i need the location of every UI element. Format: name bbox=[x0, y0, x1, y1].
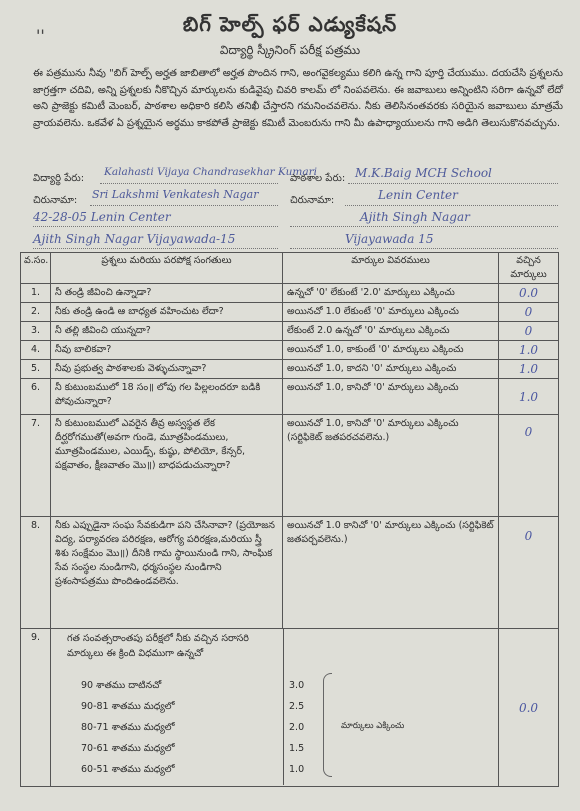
row-serial: 4. bbox=[21, 341, 51, 360]
row-question: నీ కుటుంబములో 18 సం॥ లోపు గల పిల్లలందరూ బడికి పోవుచున్నారా? bbox=[51, 379, 283, 415]
table-header-row bbox=[21, 253, 559, 284]
row-details: అయినచో 1.0, కాకుంటే '0' మార్కులు ఎక్కించు bbox=[283, 341, 499, 360]
address-line-2 bbox=[33, 226, 278, 227]
row-mark-input[interactable]: 0 bbox=[499, 415, 559, 517]
table-row bbox=[21, 341, 559, 360]
grade-band: 90-81 శాతము మధ్యలో bbox=[81, 701, 175, 712]
header-serial: వ.సం. bbox=[21, 253, 51, 284]
student-name-value[interactable]: Kalahasti Vijaya Chandrasekhar Kumari bbox=[104, 166, 317, 178]
row-question: నీవు బాలికవా? bbox=[51, 341, 283, 360]
school-address-label: చిరునామా: bbox=[290, 195, 335, 206]
school-name-label: పాఠశాల పేరు: bbox=[290, 173, 346, 184]
row-question: నీకు ఎప్పుడైనా సంఘ సేవకుడిగా పని చేసినావా? (ప్రయోజన విద్య, పర్యావరణ పరిరక్షణ, ఆరోగ్య పరిరక్షణ,మరియు స్త్రీ శిశు సంక్షేమం మొ॥) దీనికి గామ స్థాయినుండి గాని, సాంఘిక సేవ సంస్థల నుండిగాని, ధర్మసంస్థల నుండిగాని ప్రశంసాపత్రము పొందిఉండవలెను. bbox=[51, 517, 283, 629]
grade-band: 60-51 శాతము మధ్యలో bbox=[81, 764, 175, 775]
grade-points: 1.5 bbox=[289, 743, 305, 754]
row-serial: 9. bbox=[21, 629, 51, 787]
row-question: నీ కుటుంబములో ఎవరైన తీవ్ర అస్వస్థత లేక దీర్ఘరోగముతో(అవగా గుండె, మూత్రపిండములు, మూత్రపిండముల, ఎయిడ్స్, కుష్ఠు, పోలియో, కేన్సర్, పక్షవాతం, క్షీణవాతం మొ॥) బాధపడుచున్నారా? bbox=[51, 415, 283, 517]
grades-mark-input[interactable]: 0.0 bbox=[499, 629, 559, 787]
school-address-line bbox=[345, 205, 558, 206]
school-address-line-3-value[interactable]: Vijayawada 15 bbox=[345, 232, 434, 246]
school-address-value[interactable]: Lenin Center bbox=[378, 188, 458, 202]
row-serial: 7. bbox=[21, 415, 51, 517]
address-value[interactable]: Sri Lakshmi Venkatesh Nagar bbox=[92, 188, 259, 201]
row-details: అయినచో 1.0, కాదని '0' మార్కులు ఎక్కించు bbox=[283, 360, 499, 379]
row-details: అయినచో 1.0, కానిచో '0' మార్కులు ఎక్కించు (సర్టిఫికెట్ జతపరచవలెను.) bbox=[283, 415, 499, 517]
row-mark-input[interactable]: 0 bbox=[499, 517, 559, 629]
row-mark-input[interactable]: 0.0 bbox=[499, 284, 559, 303]
table-row bbox=[21, 360, 559, 379]
table-row bbox=[21, 284, 559, 303]
row-serial: 2. bbox=[21, 303, 51, 322]
form-subtitle: విద్యార్థి స్క్రీనింగ్ పరీక్ష పత్రము bbox=[219, 43, 361, 57]
school-address-line-2 bbox=[290, 226, 558, 227]
row-details: అయినచో 1.0, కానిచో '0' మార్కులు ఎక్కించు bbox=[283, 379, 499, 415]
grade-points: 1.0 bbox=[289, 764, 305, 775]
row-serial: 1. bbox=[21, 284, 51, 303]
grade-points: 2.5 bbox=[289, 701, 305, 712]
form-title: బిగ్ హెల్ప్ ఫర్ ఎడ్యుకేషన్ bbox=[182, 12, 398, 36]
table-row bbox=[21, 415, 559, 517]
row-details: లేకుంటే 2.0 ఉన్నచో '0' మార్కులు ఎక్కించు bbox=[283, 322, 499, 341]
row-mark-input[interactable]: 1.0 bbox=[499, 379, 559, 415]
address-label: చిరునామా: bbox=[33, 195, 78, 206]
grades-details: మార్కులు ఎక్కించు bbox=[341, 721, 405, 731]
row-details: అయినచో 1.0 లేకుంటే '0' మార్కులు ఎక్కించు bbox=[283, 303, 499, 322]
school-name-line bbox=[348, 183, 558, 184]
header-marks: వచ్చిన మార్కులు bbox=[499, 253, 559, 284]
grades-intro: గత సంవత్సరాంతపు పరీక్షలో నీకు వచ్చిన సరాసరి మార్కులు ఈ క్రింది విధముగా ఉన్నచో bbox=[67, 633, 249, 659]
instructions-paragraph: ఈ పత్రమును నీవు "బిగ్ హెల్ప్ అర్హత జాబితాలో అర్హత పొందిన గాని, అంగవైకల్యము కలిగి ఉన్న గాని పూర్తి చేయుము. దయచేసి ప్రశ్నలను జాగ్రత్తగా చదివి, అన్ని ప్రశ్నలకు నీకొచ్చిన మార్కులను కుడివైపు చివరి కాలమ్ లో నింపవలెను. ఈ జవాబులు అన్నింటిని సరిగా ఉన్నవో లేదో అని ప్రాజెక్టు కమిటీ మెంబర్, పాఠశాల అధికారి కలిసి తనిఖీ చేస్తారని గమనించవలెను. నీకు తెలిసినంతవరకు సరియైన జవాబులు మాత్రమే వ్రాయవలెను. ఒకవేళ ఏ ప్రశ్నయైన అర్థము కాకపోతే ప్రాజెక్టు కమిటీ మెంబరును గాని మీ ఉపాధ్యాయులను గాని అడిగి తెలుసుకొనవచ్చును. bbox=[33, 68, 563, 129]
table-row bbox=[21, 517, 559, 629]
table-row bbox=[21, 379, 559, 415]
grades-cell bbox=[51, 629, 499, 787]
row-question: నీవు ప్రభుత్వ పాఠశాలకు వెళ్ళుచున్నావా? bbox=[51, 360, 283, 379]
row-serial: 6. bbox=[21, 379, 51, 415]
grade-points: 2.0 bbox=[289, 722, 305, 733]
header-details: మార్కుల వివరములు bbox=[283, 253, 499, 284]
row-mark-input[interactable]: 1.0 bbox=[499, 341, 559, 360]
student-name-line bbox=[100, 183, 278, 184]
row-details: అయినచో 1.0 కానిచో '0' మార్కులు ఎక్కించు (సర్టిఫికెట్ జతపర్చవలెను.) bbox=[283, 517, 499, 629]
screening-table bbox=[20, 252, 559, 787]
row-mark-input[interactable]: 0 bbox=[499, 322, 559, 341]
grade-band: 80-71 శాతము మధ్యలో bbox=[81, 722, 175, 733]
row-question: నీ తల్లి జీవించి యున్నదా? bbox=[51, 322, 283, 341]
row-mark-input[interactable]: 0 bbox=[499, 303, 559, 322]
grade-points: 3.0 bbox=[289, 680, 305, 691]
row-question: నీ తండ్రి జీవించి ఉన్నాడా? bbox=[51, 284, 283, 303]
address-line bbox=[90, 205, 278, 206]
address-line-3 bbox=[33, 248, 278, 249]
row-details: ఉన్నచో '0' లేకుంటే '2.0' మార్కులు ఎక్కించు bbox=[283, 284, 499, 303]
paper-clip-mark: ꞌꞌ bbox=[36, 26, 45, 45]
student-name-label: విద్యార్థి పేరు: bbox=[33, 173, 85, 184]
table-row-grades bbox=[21, 629, 559, 787]
row-serial: 5. bbox=[21, 360, 51, 379]
address-line-3-value[interactable]: Ajith Singh Nagar Vijayawada-15 bbox=[33, 232, 236, 246]
grades-brace bbox=[323, 673, 332, 777]
grade-band: 70-61 శాతము మధ్యలో bbox=[81, 743, 175, 754]
row-question: నీకు తండ్రి ఉండి ఆ బాధ్యత వహించుట లేదా? bbox=[51, 303, 283, 322]
row-serial: 3. bbox=[21, 322, 51, 341]
address-line-2-value[interactable]: 42-28-05 Lenin Center bbox=[33, 210, 171, 224]
column-divider bbox=[283, 629, 284, 785]
school-address-line-3 bbox=[290, 248, 558, 249]
table-row bbox=[21, 303, 559, 322]
grade-band: 90 శాతము దాటినచో bbox=[81, 680, 162, 691]
row-mark-input[interactable]: 1.0 bbox=[499, 360, 559, 379]
school-name-value[interactable]: M.K.Baig MCH School bbox=[355, 166, 492, 180]
table-row bbox=[21, 322, 559, 341]
row-serial: 8. bbox=[21, 517, 51, 629]
school-address-line-2-value[interactable]: Ajith Singh Nagar bbox=[360, 210, 470, 224]
header-question: ప్రశ్నలు మరియు పరపోక్ష సంగతులు bbox=[51, 253, 283, 284]
